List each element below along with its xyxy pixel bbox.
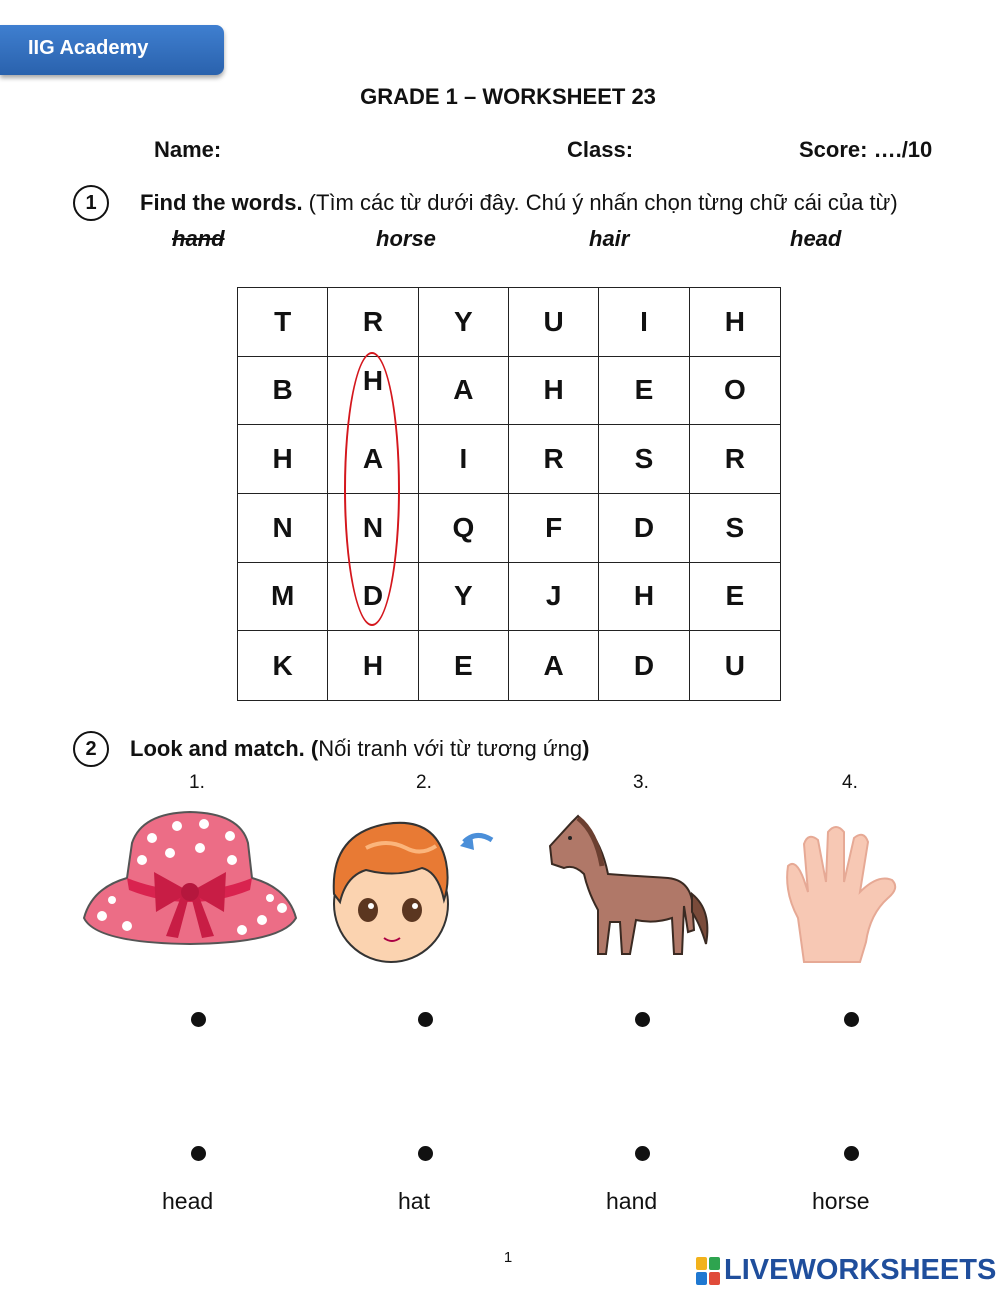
liveworksheets-logo	[696, 1254, 996, 1287]
word-search-grid	[237, 287, 781, 701]
match-dot-bottom[interactable]	[191, 1146, 206, 1161]
grid-cell[interactable]: H	[599, 563, 689, 632]
match-word-horse: horse	[812, 1188, 870, 1214]
match-word-hand: hand	[606, 1188, 658, 1214]
hand-picture	[774, 822, 910, 968]
liveworksheets-logo-icon	[696, 1257, 720, 1285]
grid-cell[interactable]: N	[238, 494, 328, 563]
horse-picture	[544, 814, 714, 966]
grid-cell[interactable]: R	[328, 288, 418, 357]
grid-cell[interactable]: E	[690, 563, 780, 632]
page-number: 1	[503, 1249, 513, 1266]
grid-cell-selected[interactable]: A	[328, 425, 418, 494]
section1-instruction-note: (Tìm các từ dưới đây. Chú ý nhấn chọn từng chữ cái của từ)	[302, 190, 898, 215]
class-label: Class:	[567, 137, 634, 162]
grid-cell[interactable]: E	[599, 357, 689, 426]
grid-cell[interactable]: A	[419, 357, 509, 426]
section2-instruction-close: )	[582, 736, 590, 761]
grid-cell[interactable]: H	[328, 631, 418, 700]
word-head: head	[790, 226, 842, 251]
section2-instruction-bold: Look and match. (	[130, 736, 319, 761]
grid-cell[interactable]: Q	[419, 494, 509, 563]
section1-number: 1	[73, 185, 109, 221]
grid-cell-selected[interactable]: D	[328, 563, 418, 632]
grid-cell[interactable]: S	[690, 494, 780, 563]
grid-cell[interactable]: H	[238, 425, 328, 494]
match-word-head: head	[162, 1188, 214, 1214]
name-label: Name:	[154, 137, 222, 162]
grid-cell[interactable]: T	[238, 288, 328, 357]
grid-cell[interactable]: R	[509, 425, 599, 494]
grid-cell[interactable]: A	[509, 631, 599, 700]
section2-number: 2	[73, 731, 109, 767]
grid-cell[interactable]: B	[238, 357, 328, 426]
match-dot-bottom[interactable]	[844, 1146, 859, 1161]
match-dot-top[interactable]	[844, 1012, 859, 1027]
grid-cell[interactable]: K	[238, 631, 328, 700]
picture-number: 4.	[842, 772, 858, 793]
liveworksheets-brand: LIVEWORKSHEETS	[724, 1254, 997, 1286]
match-dot-top[interactable]	[418, 1012, 433, 1027]
grid-cell[interactable]: H	[690, 288, 780, 357]
grid-cell[interactable]: J	[509, 563, 599, 632]
grid-cell-selected[interactable]: H	[328, 357, 418, 426]
match-dot-top[interactable]	[635, 1012, 650, 1027]
match-dot-bottom[interactable]	[635, 1146, 650, 1161]
picture-number: 3.	[633, 772, 649, 793]
grid-cell[interactable]: U	[509, 288, 599, 357]
word-horse: horse	[376, 226, 436, 251]
grid-cell[interactable]: I	[599, 288, 689, 357]
score-label: Score: …./10	[799, 137, 933, 162]
academy-badge: IIG Academy	[0, 25, 224, 75]
match-word-hat: hat	[398, 1188, 430, 1214]
word-hand-found: hand	[172, 226, 225, 251]
boy-hair-picture	[326, 812, 498, 968]
grid-cell[interactable]: F	[509, 494, 599, 563]
match-dot-top[interactable]	[191, 1012, 206, 1027]
grid-cell[interactable]: D	[599, 631, 689, 700]
grid-cell[interactable]: O	[690, 357, 780, 426]
section1-instruction-bold: Find the words.	[140, 190, 303, 215]
word-hair: hair	[589, 226, 630, 251]
found-word-highlight	[344, 352, 400, 626]
worksheet-title: GRADE 1 – WORKSHEET 23	[360, 84, 656, 109]
grid-cell[interactable]: U	[724, 649, 745, 681]
grid-cell[interactable]: E	[419, 631, 509, 700]
hat-picture	[82, 808, 298, 948]
section1-instruction	[140, 190, 898, 216]
grid-cell[interactable]: S	[599, 425, 689, 494]
grid-cell[interactable]: Y	[419, 563, 509, 632]
grid-cell[interactable]: D	[599, 494, 689, 563]
match-dot-bottom[interactable]	[418, 1146, 433, 1161]
section2-instruction-note: Nối tranh với từ tương ứng	[318, 736, 583, 761]
section2-instruction	[130, 736, 589, 762]
picture-number: 2.	[416, 772, 432, 793]
grid-cell[interactable]: R	[690, 425, 780, 494]
grid-cell[interactable]: M	[238, 563, 328, 632]
grid-cell[interactable]: Y	[419, 288, 509, 357]
grid-cell[interactable]: H	[509, 357, 599, 426]
grid-cell[interactable]: I	[419, 425, 509, 494]
picture-number: 1.	[189, 772, 205, 793]
grid-cell-selected[interactable]: N	[328, 494, 418, 563]
